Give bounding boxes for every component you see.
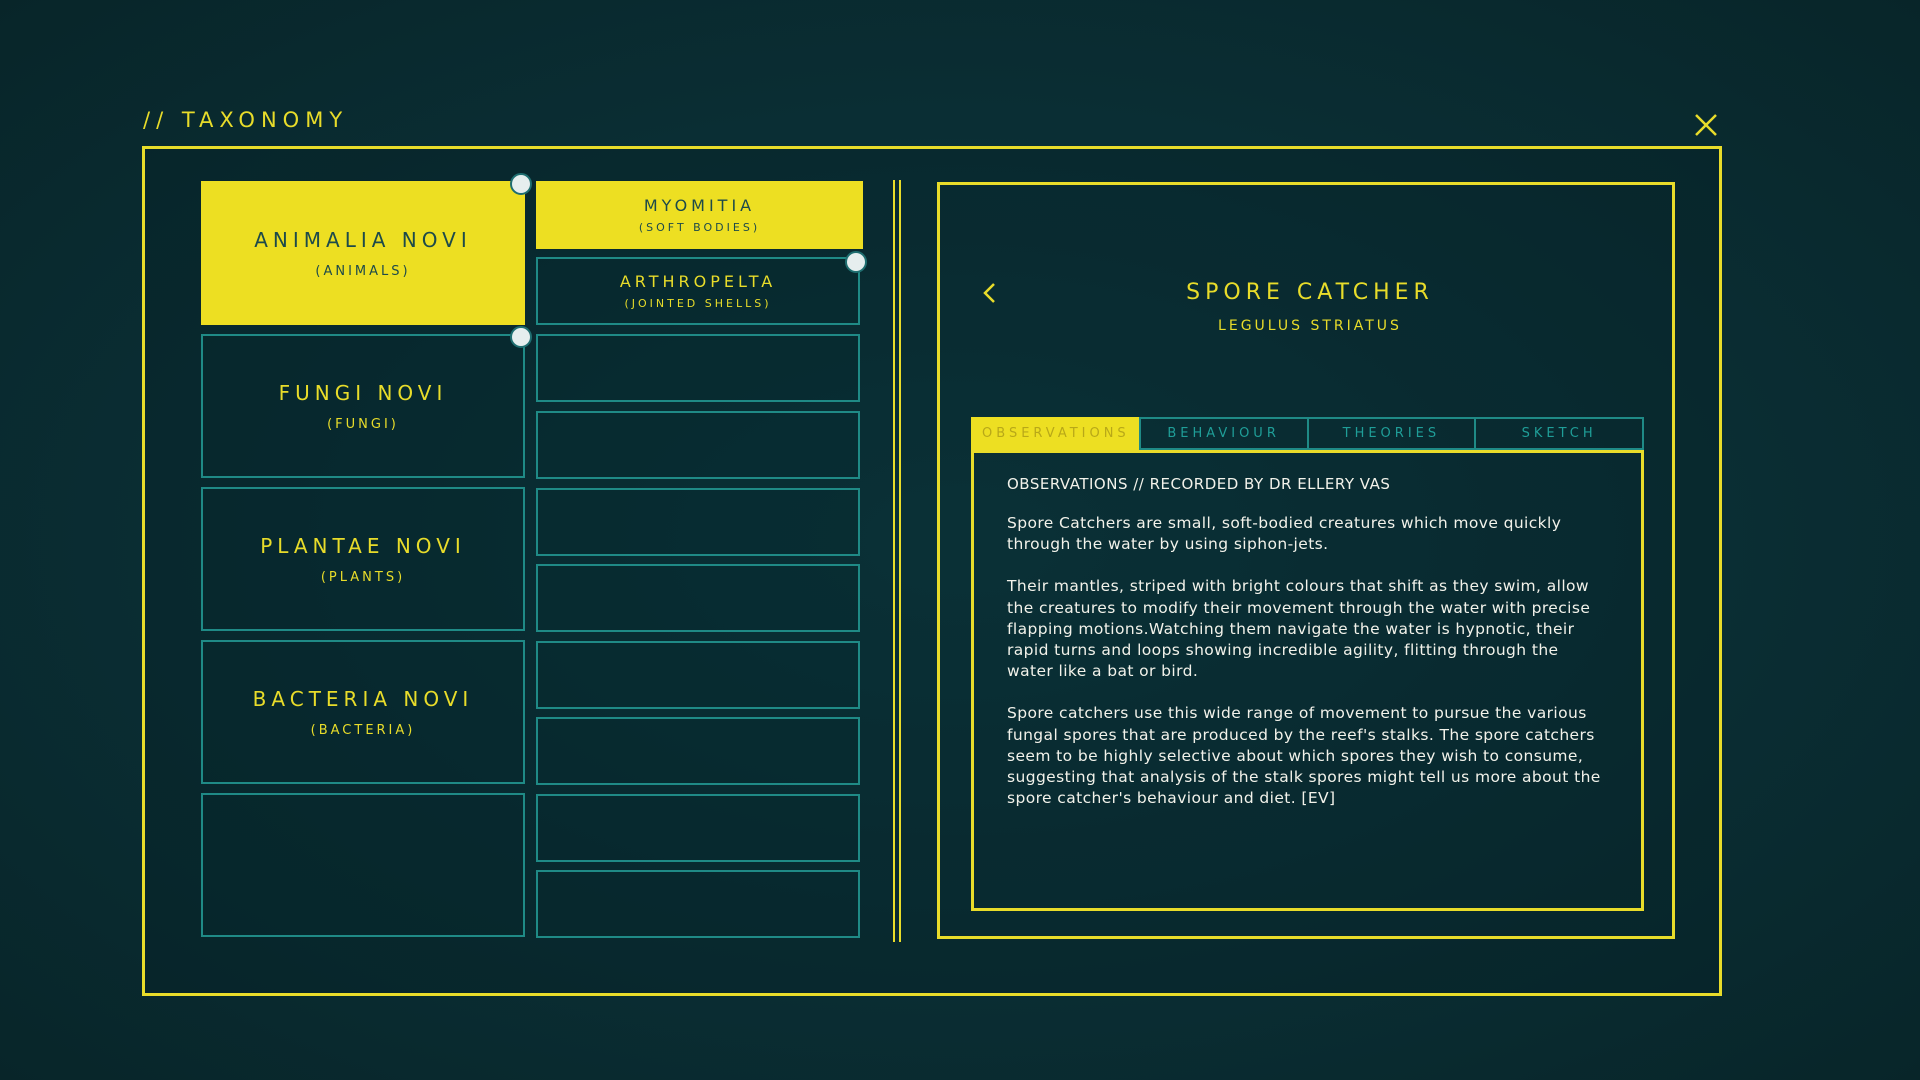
kingdom-empty-slot — [201, 793, 525, 937]
phylum-empty-slot — [536, 411, 860, 479]
observation-paragraph: Spore Catchers are small, soft-bodied creatures which move quickly through the water by using siphon-jets. — [1007, 514, 1562, 554]
phylum-myomitia[interactable] — [536, 181, 863, 249]
kingdom-name: BACTERIA NOVI — [252, 686, 474, 711]
observations-content — [971, 450, 1644, 911]
kingdom-fungi[interactable] — [201, 334, 525, 478]
detail-tabs — [971, 417, 1644, 450]
observation-paragraph: Their mantles, striped with bright colours that shift as they swim, allow the creatures to modify their movement through the water with precise flapping motions.Watching them navigate the water is hypnotic, their rapid turns and loops showing incredible agility, flitting through the water like a bat or bird. — [1007, 577, 1591, 681]
phylum-sub: (SOFT BODIES) — [638, 221, 761, 234]
creature-name: SPORE CATCHER — [1186, 280, 1434, 305]
tab-theories[interactable]: THEORIES — [1307, 417, 1477, 450]
column-divider — [893, 180, 901, 942]
phylum-empty-slot — [536, 641, 860, 709]
tab-observations[interactable]: OBSERVATIONS — [971, 417, 1141, 450]
back-button[interactable] — [980, 280, 1000, 306]
kingdom-animalia[interactable] — [201, 181, 525, 325]
kingdom-sub: (ANIMALS) — [315, 263, 411, 279]
close-button[interactable] — [1693, 112, 1719, 138]
page-title: // TAXONOMY — [143, 108, 349, 132]
observation-paragraph: Spore catchers use this wide range of movement to pursue the various fungal spores that are produced by the reef's stalks. The spore catchers seem to be highly selective about which spores they wish to consume, suggesting that analysis of the stalk spores might tell us more about the spore catcher's behaviour and diet. [EV] — [1007, 704, 1601, 808]
phylum-empty-slot — [536, 794, 860, 862]
kingdom-bacteria[interactable] — [201, 640, 525, 784]
chevron-left-icon — [980, 280, 1000, 306]
tab-behaviour[interactable]: BEHAVIOUR — [1139, 417, 1309, 450]
kingdom-sub: (PLANTS) — [320, 569, 406, 585]
phylum-empty-slot — [536, 870, 860, 938]
phylum-empty-slot — [536, 334, 860, 402]
tab-sketch[interactable]: SKETCH — [1474, 417, 1644, 450]
connector-node — [845, 251, 867, 273]
connector-node — [510, 173, 532, 195]
phylum-sub: (JOINTED SHELLS) — [624, 297, 772, 310]
close-icon — [1693, 112, 1719, 138]
connector-node — [510, 326, 532, 348]
kingdom-name: PLANTAE NOVI — [260, 533, 466, 558]
kingdom-plantae[interactable] — [201, 487, 525, 631]
observations-heading: OBSERVATIONS // RECORDED BY DR ELLERY VAS — [1007, 475, 1391, 493]
kingdom-name: ANIMALIA NOVI — [254, 227, 472, 252]
kingdom-name: FUNGI NOVI — [278, 380, 448, 405]
phylum-name: ARTHROPELTA — [619, 272, 777, 291]
phylum-empty-slot — [536, 717, 860, 785]
phylum-empty-slot — [536, 488, 860, 556]
kingdom-sub: (FUNGI) — [327, 416, 399, 432]
kingdom-sub: (BACTERIA) — [310, 722, 416, 738]
phylum-name: MYOMITIA — [643, 196, 756, 215]
creature-latin-name: LEGULUS STRIATUS — [1218, 318, 1402, 334]
phylum-arthropelta[interactable] — [536, 257, 860, 325]
phylum-empty-slot — [536, 564, 860, 632]
